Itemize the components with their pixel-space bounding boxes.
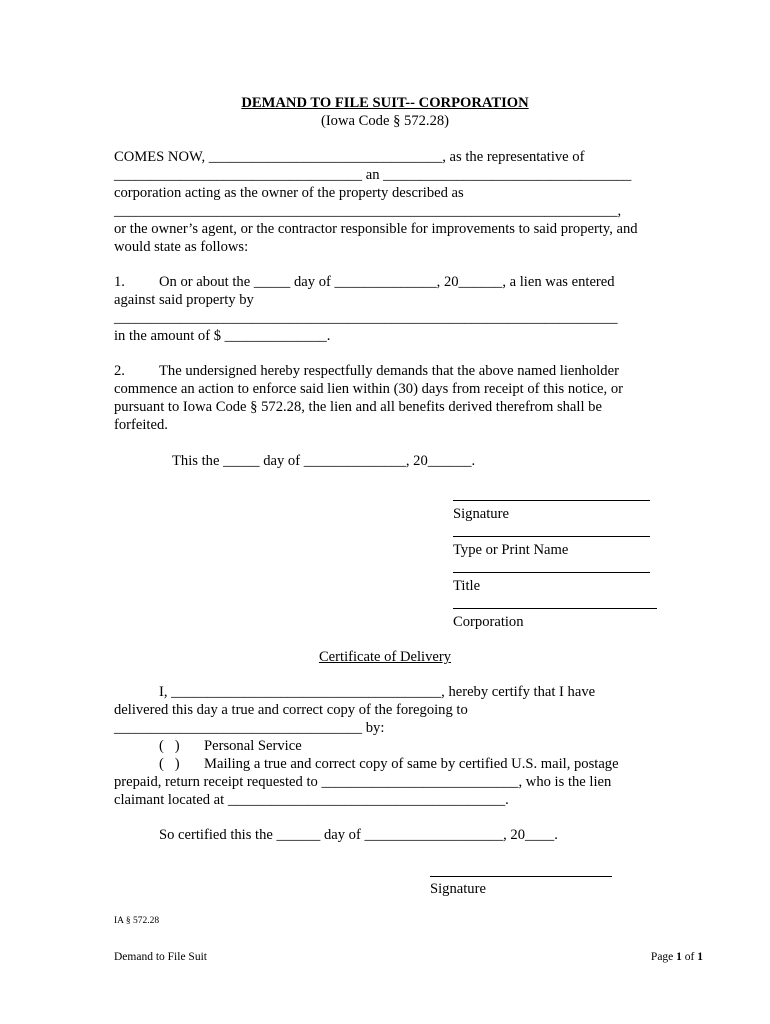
certificate-signature-field-line[interactable] [430,876,612,877]
signature-field-line[interactable] [453,500,650,501]
certificate-line-2: delivered this day a true and correct copy of the foregoing to [114,702,468,718]
signature-label: Signature [453,506,509,522]
para1-line-3: _____________________________________________________________________ [114,310,618,326]
intro-line-5: or the owner’s agent, or the contractor responsible for improvements to said property, and [114,221,638,237]
para2-line-4: forfeited. [114,417,168,433]
para2-line-1: The undersigned hereby respectfully demands that the above named lienholder [159,363,619,379]
certificate-heading: Certificate of Delivery [318,649,452,665]
para1-line-4: in the amount of $ ______________. [114,328,331,344]
document-subtitle: (Iowa Code § 572.28) [320,113,450,129]
para1-line-1: On or about the _____ day of ______________, 20______, a lien was entered [159,274,615,290]
certificate-line-5: prepaid, return receipt requested to ___________________________, who is the lien [114,774,612,790]
para2-line-2: commence an action to enforce said lien within (30) days from receipt of this notice, or [114,381,623,397]
print-name-label: Type or Print Name [453,542,569,558]
intro-line-1: COMES NOW, ________________________________, as the representative of [114,149,585,165]
para1-line-2: against said property by [114,292,254,308]
mail-service-label: Mailing a true and correct copy of same by certified U.S. mail, postage [204,756,619,772]
intro-line-3: corporation acting as the owner of the property described as [114,185,464,201]
intro-line-6: would state as follows: [114,239,249,255]
corporation-label: Corporation [453,614,524,630]
footer-code: IA § 572.28 [114,916,160,926]
certified-date-line: So certified this the ______ day of ___________________, 20____. [159,827,558,843]
title-field-line[interactable] [453,572,650,573]
certificate-line-3: __________________________________ by: [114,720,385,736]
page-current: 1 [676,951,682,963]
document-title: DEMAND TO FILE SUIT-- CORPORATION [241,95,529,111]
page-prefix: Page [650,951,677,963]
para1-number: 1. [114,274,125,290]
certificate-signature-label: Signature [430,881,486,897]
personal-service-label: Personal Service [204,738,302,754]
certificate-line-6: claimant located at ______________________________________. [114,792,509,808]
corporation-field-line[interactable] [453,608,657,609]
footer-page-number [0,948,703,966]
dated-line: This the _____ day of ______________, 20______. [172,453,476,469]
intro-line-4: _____________________________________________________________________, [114,203,622,219]
intro-line-2: __________________________________ an __________________________________ [114,167,632,183]
print-name-field-line[interactable] [453,536,650,537]
para2-number: 2. [114,363,125,379]
personal-service-checkbox[interactable]: ( ) [159,738,180,754]
mail-service-checkbox[interactable]: ( ) [159,756,180,772]
title-label: Title [453,578,481,594]
page-total: 1 [697,951,703,963]
certificate-line-1: I, _____________________________________, hereby certify that I have [159,684,596,700]
footer-document-name: Demand to File Suit [114,951,207,963]
page-of: of [681,951,698,963]
para2-line-3: pursuant to Iowa Code § 572.28, the lien and all benefits derived therefrom shall be [114,399,602,415]
